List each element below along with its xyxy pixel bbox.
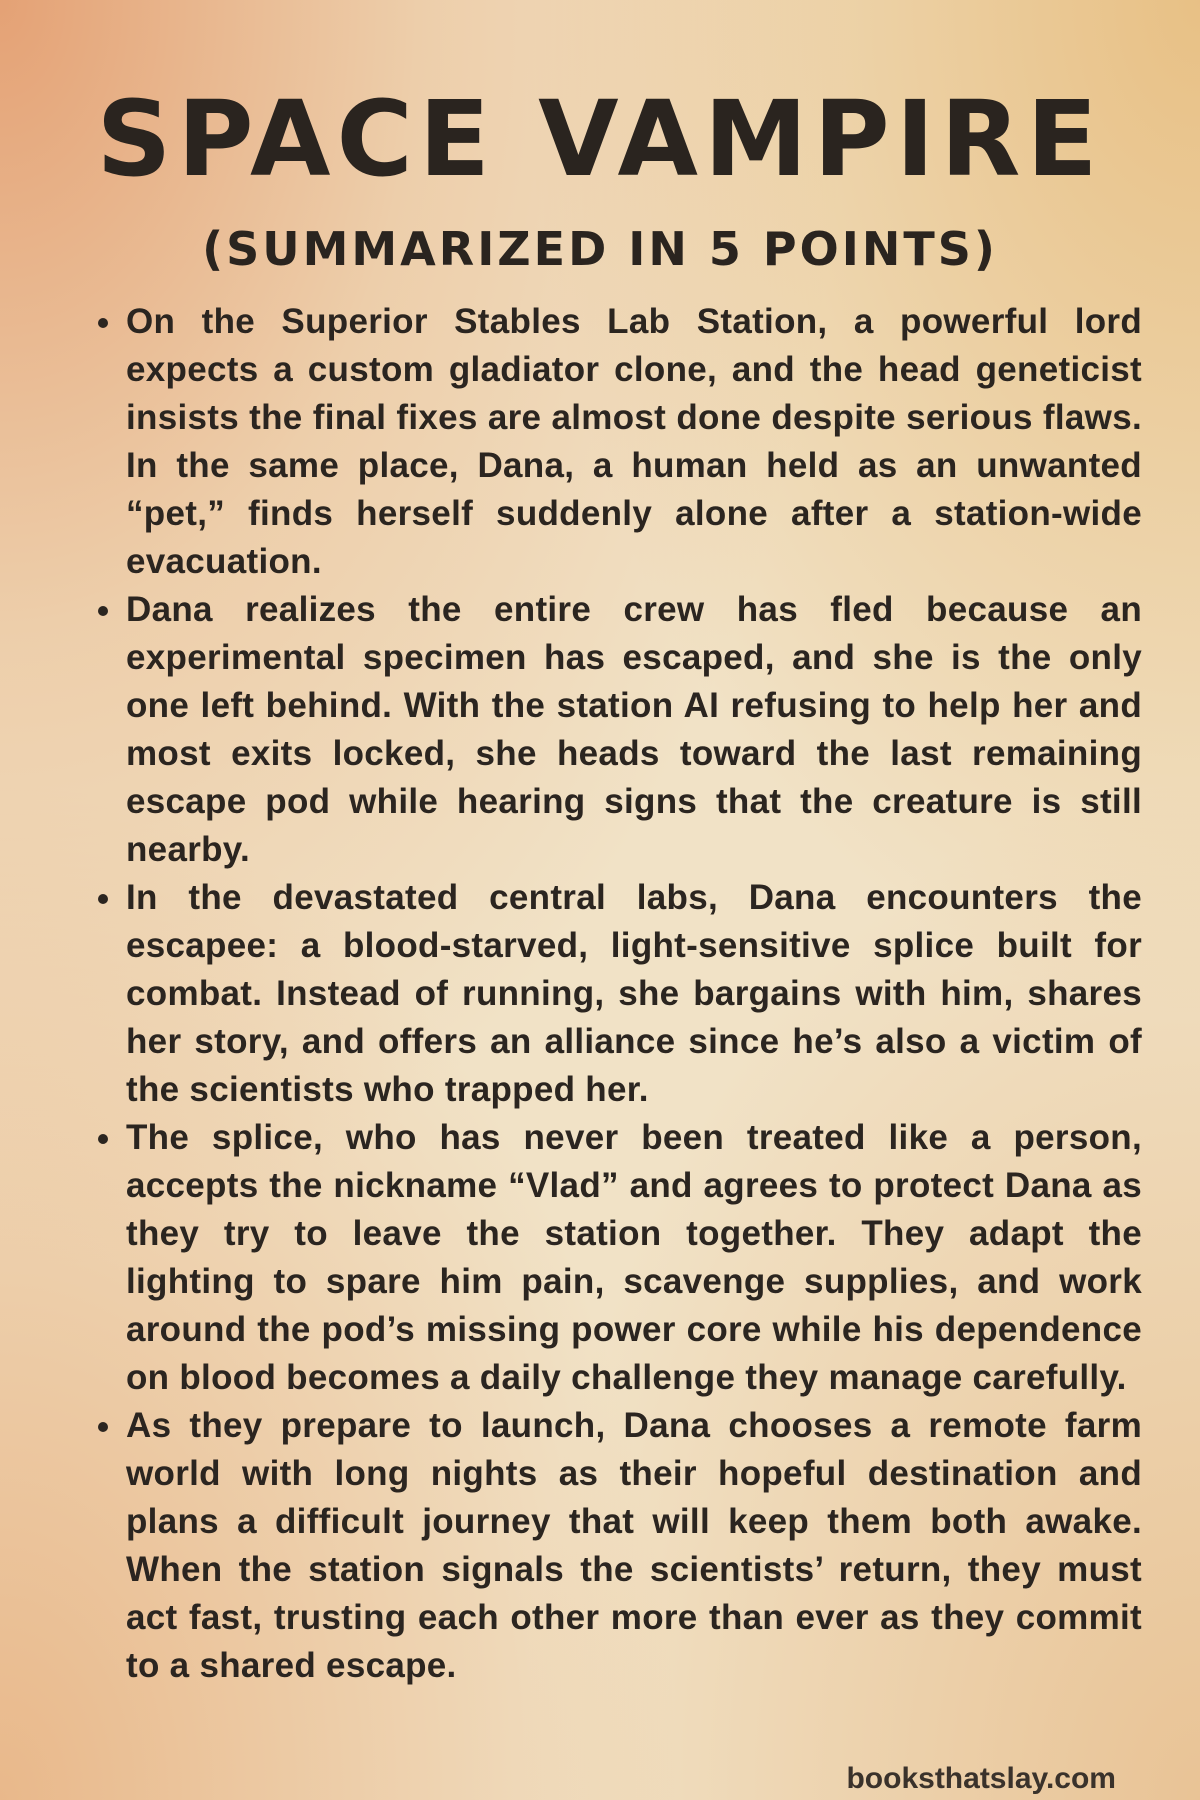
- page-subtitle: (SUMMARIZED IN 5 POINTS): [202, 222, 998, 276]
- site-watermark: booksthatslay.com: [846, 1762, 1116, 1795]
- bullet-icon: [98, 1422, 108, 1432]
- point-text: As they prepare to launch, Dana chooses a remote farm world with long nights as their hopeful destination and plans a difficult journey that will keep them both awake. When the station signals the scientists’ return, they must act fast, trusting each other more than ever as they commit to a shared escape.: [126, 1406, 1142, 1685]
- point-text: On the Superior Stables Lab Station, a powerful lord expects a custom gladiator clone, and the head geneticist insists the final fixes are almost done despite serious flaws. In the same place, Dana, a human held as an unwanted “pet,” finds herself suddenly alone after a station-wide evacuation.: [126, 302, 1142, 581]
- page-title: SPACE VAMPIRE: [96, 78, 1104, 200]
- bullet-icon: [98, 894, 108, 904]
- bullet-icon: [98, 1134, 108, 1144]
- summary-point: [126, 1114, 1142, 1402]
- point-text: In the devastated central labs, Dana encounters the escapee: a blood-starved, light-sensitive splice built for combat. Instead of running, she bargains with him, shares her story, and offers an alliance since he’s also a victim of the scientists who trapped her.: [126, 878, 1142, 1109]
- summary-point: [126, 298, 1142, 586]
- bullet-icon: [98, 606, 108, 616]
- summary-point: [126, 1402, 1142, 1690]
- point-text: Dana realizes the entire crew has fled because an experimental specimen has escaped, and she is the only one left behind. With the station AI refusing to help her and most exits locked, she heads toward the last remaining escape pod while hearing signs that the creature is still nearby.: [126, 590, 1142, 869]
- summary-point: [126, 586, 1142, 874]
- summary-point: [126, 874, 1142, 1114]
- bullet-icon: [98, 318, 108, 328]
- summary-list: [126, 298, 1142, 1690]
- point-text: The splice, who has never been treated like a person, accepts the nickname “Vlad” and agrees to protect Dana as they try to leave the station together. They adapt the lighting to spare him pain, scavenge supplies, and work around the pod’s missing power core while his dependence on blood becomes a daily challenge they manage carefully.: [126, 1118, 1142, 1397]
